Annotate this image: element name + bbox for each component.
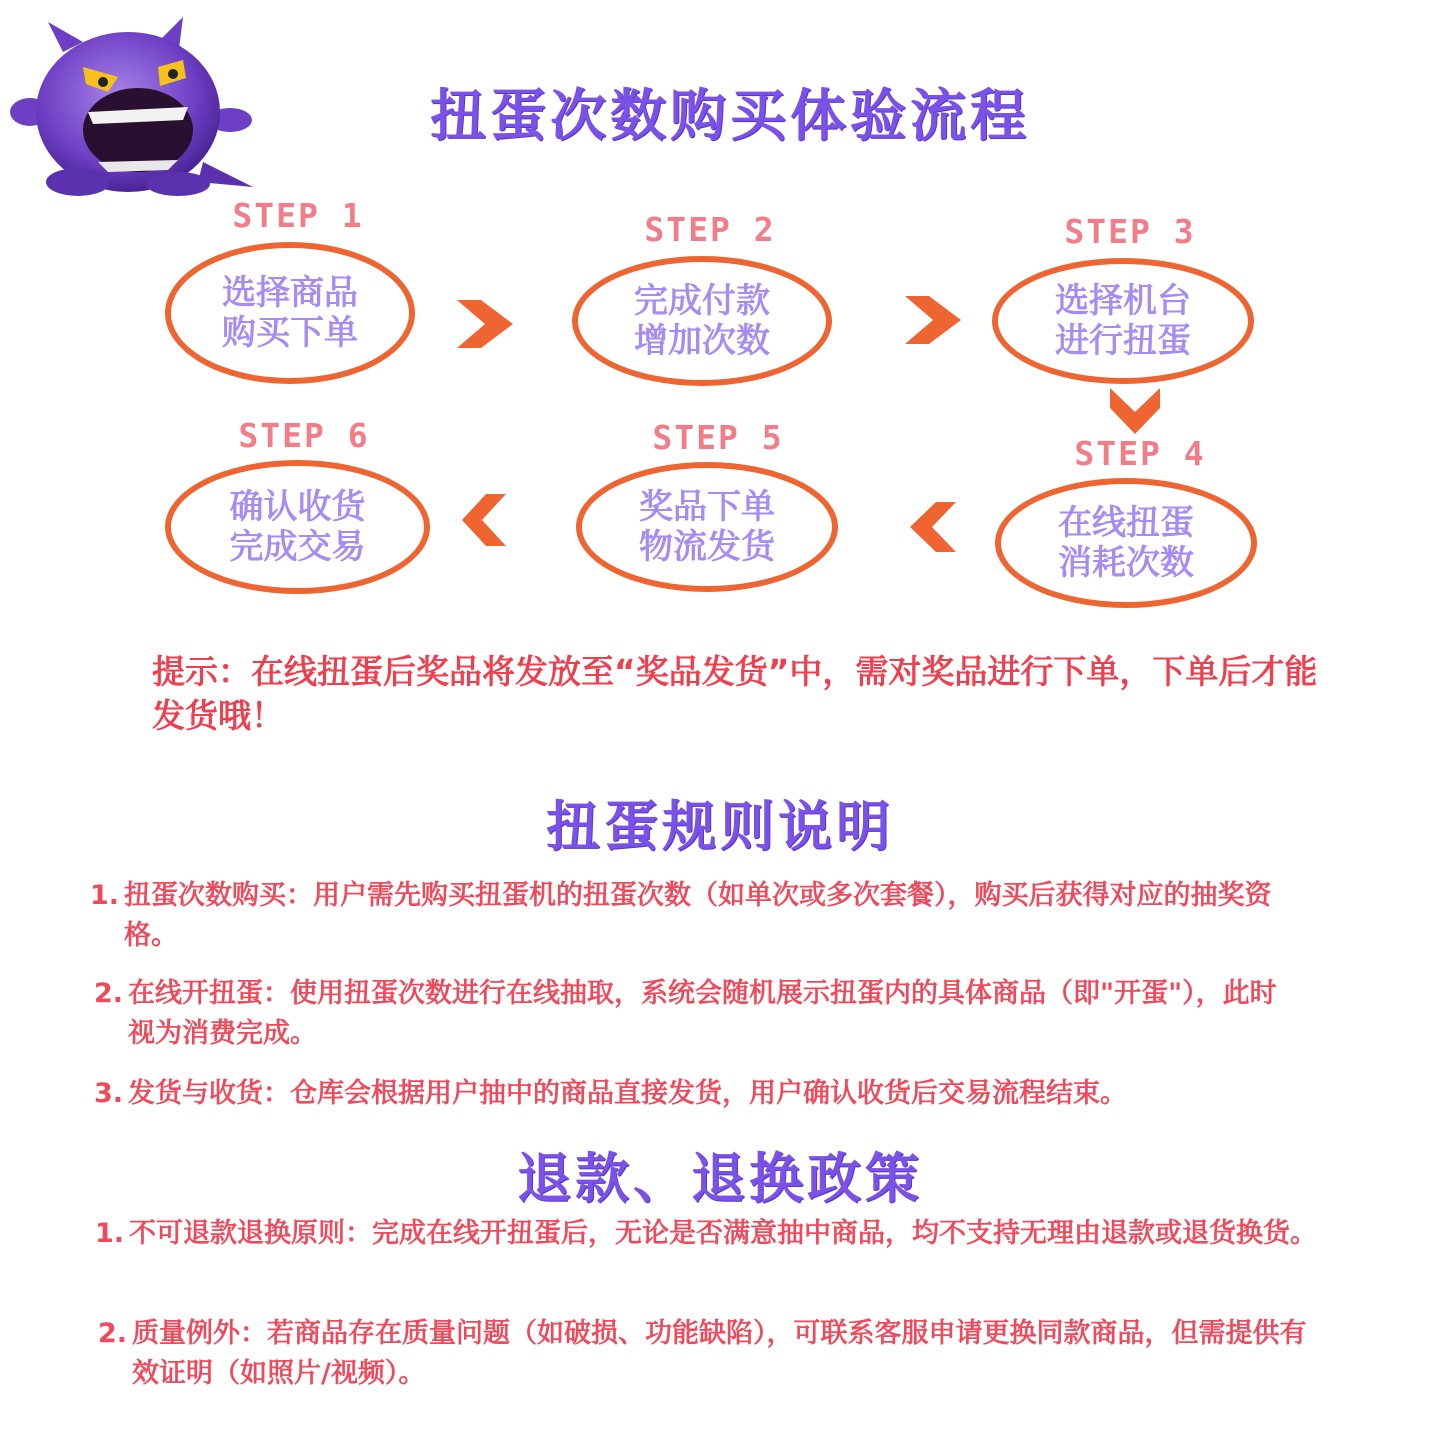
step-2-line2: 增加次数 — [634, 321, 770, 361]
step-6-line2: 完成交易 — [229, 527, 366, 567]
refund-policy-title: 退款、退换政策 — [517, 1147, 923, 1210]
rules-title: 扭蛋规则说明 — [546, 795, 894, 858]
step-3-line1: 选择机台 — [1055, 281, 1191, 321]
chevron-left-icon — [908, 500, 958, 554]
rule-item-2 — [94, 974, 1294, 1054]
step-2-line1: 完成付款 — [634, 281, 770, 321]
step-3-oval — [992, 258, 1254, 384]
step-6-oval — [165, 460, 430, 594]
rule-number: 1. — [90, 880, 120, 911]
chevron-right-icon — [455, 298, 515, 350]
chevron-left-icon — [460, 492, 508, 548]
purple-ghost-monster-icon — [8, 12, 258, 197]
refund-text: 质量例外：若商品存在质量问题（如破损、功能缺陷），可联系客服申请更换同款商品，但需提供有效证明（如照片/视频）。 — [132, 1318, 1307, 1389]
rule-number: 3. — [94, 1078, 124, 1109]
rule-text: 扭蛋次数购买：用户需先购买扭蛋机的扭蛋次数（如单次或多次套餐），购买后获得对应的抽奖资格。 — [124, 880, 1272, 951]
rule-text: 在线开扭蛋：使用扭蛋次数进行在线抽取，系统会随机展示扭蛋内的具体商品（即"开蛋"），此时视为消费完成。 — [128, 978, 1277, 1049]
rule-number: 2. — [94, 978, 124, 1009]
step-3-line2: 进行扭蛋 — [1055, 321, 1191, 361]
step-2-oval — [572, 256, 832, 386]
rule-item-1 — [90, 876, 1290, 956]
step-1-line2: 购买下单 — [222, 313, 358, 353]
step-6-line1: 确认收货 — [229, 487, 366, 527]
step-5-label: STEP 5 — [652, 418, 784, 457]
step-4-line2: 消耗次数 — [1058, 543, 1194, 583]
step-5-line1: 奖品下单 — [639, 487, 775, 527]
step-5-line2: 物流发货 — [639, 527, 775, 567]
step-1-label: STEP 1 — [232, 196, 364, 235]
tip-text: 提示：在线扭蛋后奖品将发放至“奖品发货”中，需对奖品进行下单，下单后才能发货哦！ — [152, 652, 1318, 735]
step-4-label: STEP 4 — [1074, 434, 1206, 473]
chevron-right-icon — [903, 294, 963, 346]
rule-text: 发货与收货：仓库会根据用户抽中的商品直接发货，用户确认收货后交易流程结束。 — [128, 1078, 1127, 1109]
step-1-line1: 选择商品 — [222, 273, 358, 313]
refund-number: 2. — [98, 1318, 128, 1349]
step-1-oval — [165, 242, 415, 384]
step-6-label: STEP 6 — [238, 416, 370, 455]
step-3-label: STEP 3 — [1064, 212, 1196, 251]
rule-item-3 — [94, 1074, 1354, 1114]
chevron-down-icon — [1108, 386, 1162, 436]
step-2-label: STEP 2 — [644, 210, 776, 249]
refund-item-2 — [98, 1314, 1328, 1394]
step-5-oval — [576, 462, 838, 592]
step-4-line1: 在线扭蛋 — [1058, 503, 1194, 543]
refund-number: 1. — [95, 1218, 125, 1249]
step-4-oval — [995, 478, 1257, 608]
refund-text: 不可退款退换原则：完成在线开扭蛋后，无论是否满意抽中商品，均不支持无理由退款或退货换货。 — [129, 1218, 1317, 1249]
page-title: 扭蛋次数购买体验流程 — [430, 84, 1030, 149]
refund-item-1 — [95, 1214, 1325, 1254]
